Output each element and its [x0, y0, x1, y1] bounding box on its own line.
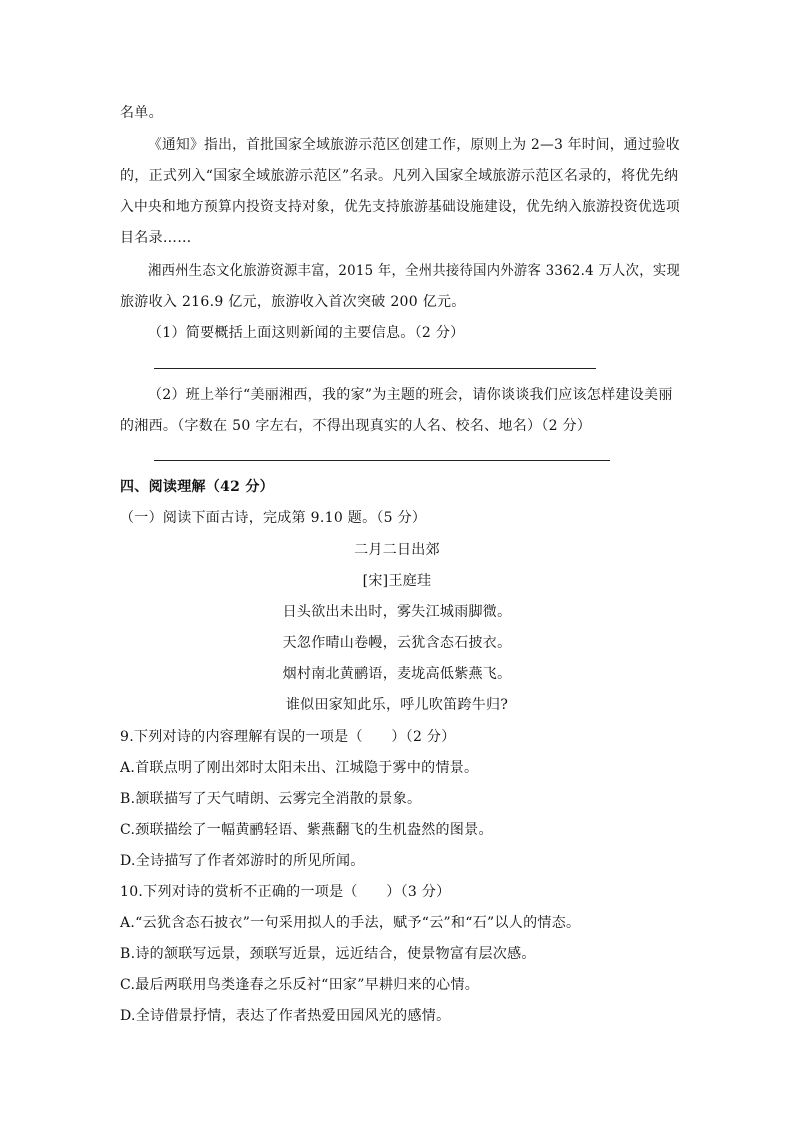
question-2-line-2: 的湘西。（字数在 50 字左右，不得出现真实的人名、校名、地名）（2 分）: [120, 418, 592, 434]
notice-line-2: 的，正式列入“国家全域旅游示范区”名录。凡列入国家全域旅游示范区名录的，将优先纳: [120, 168, 679, 184]
question-10-option-c: C.最后两联用鸟类逢春之乐反衬“田家”早耕归来的心情。: [120, 977, 480, 993]
poem-line-1: 日头欲出未出时，雾失江城雨脚微。: [282, 604, 512, 620]
question-10-option-b: B.诗的颔联写远景，颈联写近景，远近结合，使景物富有层次感。: [120, 946, 536, 962]
notice-line-1: 《通知》指出，首批国家全域旅游示范区创建工作，原则上为 2—3 年时间，通过验收: [148, 137, 680, 153]
question-10-option-d: D.全诗借景抒情，表达了作者热爱田园风光的感情。: [120, 1008, 451, 1024]
question-9-stem: 9.下列对诗的内容理解有误的一项是（ ）（2 分）: [120, 729, 456, 745]
question-9-option-d: D.全诗描写了作者郊游时的所见所闻。: [120, 853, 365, 869]
question-9-option-a: A.首联点明了刚出郊时太阳未出、江城隐于雾中的情景。: [120, 760, 479, 776]
poem-line-4: 谁似田家知此乐，呼儿吹笛跨牛归?: [285, 697, 509, 713]
question-10-option-a: A.“云犹含态石披衣”一句采用拟人的手法，赋予“云”和“石”以人的情态。: [120, 915, 581, 931]
question-2-line-1: （2）班上举行“美丽湘西，我的家”为主题的班会，请你谈谈我们应该怎样建设美丽: [148, 387, 673, 403]
question-9-option-c: C.颈联描绘了一幅黄鹂轻语、紫燕翻飞的生机盎然的图景。: [120, 822, 493, 838]
part-one-instruction: （一）阅读下面古诗，完成第 9.10 题。（5 分）: [120, 510, 427, 526]
notice-line-3: 入中央和地方预算内投资支持对象，优先支持旅游基础设施建设，优先纳入旅游投资优选项: [120, 199, 680, 215]
question-9-option-b: B.颔联描写了天气晴朗、云雾完全消散的景象。: [120, 791, 422, 807]
section-heading: 四、阅读理解（42 分）: [120, 479, 274, 495]
poem-line-2: 天忽作晴山卷幔，云犹含态石披衣。: [282, 635, 512, 651]
question-1: （1）简要概括上面这则新闻的主要信息。（2 分）: [148, 325, 465, 341]
poem-author: [宋]王庭珪: [362, 573, 432, 589]
xiangxi-line-1: 湘西州生态文化旅游资源丰富，2015 年，全州共接待国内外游客 3362.4 万人次，实现: [148, 263, 681, 279]
answer-line-2[interactable]: [154, 460, 610, 461]
question-10-stem: 10.下列对诗的赏析不正确的一项是（ ）（3 分）: [120, 884, 451, 900]
poem-line-3: 烟村南北黄鹂语，麦垅高低紫燕飞。: [282, 666, 512, 682]
intro-tail: 名单。: [120, 105, 163, 121]
notice-line-4: 目名录……: [120, 230, 192, 246]
poem-title: 二月二日出郊: [354, 542, 440, 558]
xiangxi-line-2: 旅游收入 216.9 亿元，旅游收入首次突破 200 亿元。: [120, 294, 466, 310]
answer-line-1[interactable]: [154, 368, 596, 369]
